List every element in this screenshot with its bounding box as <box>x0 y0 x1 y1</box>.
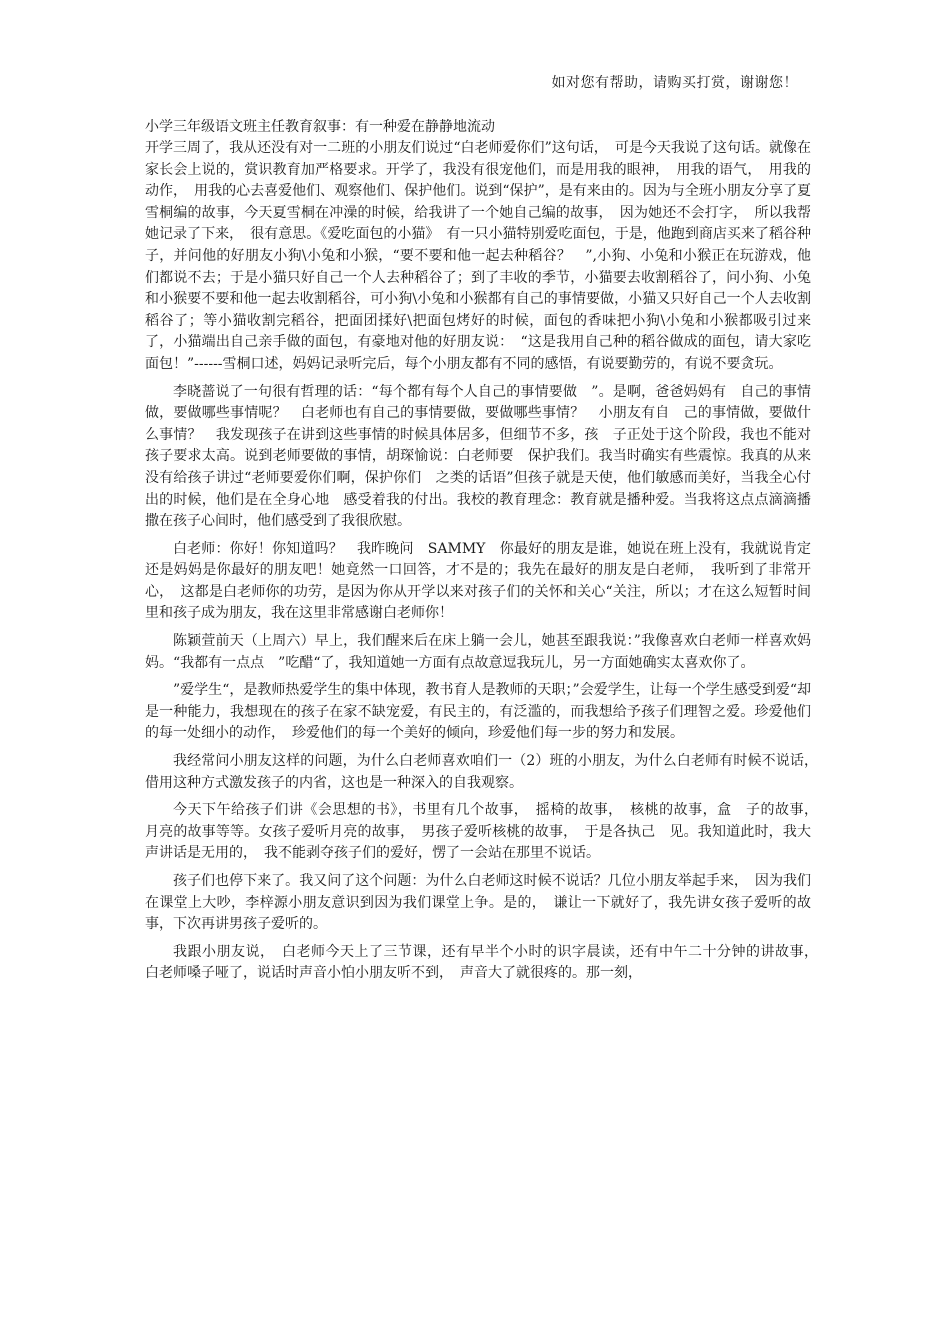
paragraph: 陈颖萱前天（上周六）早上，我们醒来后在床上躺一会儿，她甚至跟我说：”我像喜欢白老师一样喜欢妈妈。“我都有一点点 ”吃醋“了，我知道她一方面有点故意逗我玩儿，另一方面她确实太喜欢你了。 <box>145 633 811 671</box>
paragraph: ”爱学生“，是教师热爱学生的集中体现，教书育人是教师的天职；”会爱学生，让每一个学生感受到爱“却是一种能力，我想现在的孩子在家不缺宠爱，有民主的，有泛滥的，而我想给予孩子们理智之爱。珍爱他们的每一处细小的动作， 珍爱他们的每一个美好的倾向，珍爱他们每一步的努力和发展。 <box>145 682 811 742</box>
paragraph: 孩子们也停下来了。我又问了这个问题：为什么白老师这时候不说话？几位小朋友举起手来， 因为我们在课堂上大吵，李梓源小朋友意识到因为我们课堂上争。是的， 谦让一下就好了，我先讲女孩子爱听的故事，下次再讲男孩子爱听的。 <box>145 873 811 933</box>
document-title: 小学三年级语文班主任教育叙事：有一种爱在静静地流动 <box>145 119 495 135</box>
paragraph: 李晓蔷说了一句很有哲理的话：“每个都有每个人自己的事情要做 ”。是啊，爸爸妈妈有 自己的事情做，要做哪些事情呢？ 白老师也有自己的事情要做，要做哪些事情？ 小朋友有自 己的事情做，要做什么事情？ 我发现孩子在讲到这些事情的时候具体居多，但细节不多，孩 子正处于这个阶段，我也不能对孩子要求太高。说到老师要做的事情，胡琛愉说：白老师要 保护我们。我当时确实有些震惊。我真的从来没有给孩子讲过“老师要爱你们啊，保护你们 之类的话语”但孩子就是天使，他们敏感而美好，当我全心付出的时候，他们是在全身心地 感受着我的付出。我校的教育理念：教育就是播种爱。当我将这点点滴滴播撒在孩子心间时，他们感受到了我很欣慰。 <box>145 383 811 530</box>
paragraph: 我经常问小朋友这样的问题，为什么白老师喜欢咱们一（2）班的小朋友，为什么白老师有时候不说话， 借用这种方式激发孩子的内省，这也是一种深入的自我观察。 <box>145 753 825 791</box>
paragraph: 今天下午给孩子们讲《会思想的书》，书里有几个故事， 摇椅的故事， 核桃的故事，盒 子的故事， 月亮的故事等等。女孩子爱听月亮的故事， 男孩子爱听核桃的故事， 于是各执己 见。我知道此时，我大声讲话是无用的， 我不能剥夺孩子们的爱好，愣了一会站在那里不说话。 <box>145 802 825 862</box>
document-body <box>145 116 825 985</box>
paragraph: 我跟小朋友说， 白老师今天上了三节课，还有早半个小时的识字晨读，还有中午二十分钟的讲故事， 白老师嗓子哑了，说话时声音小怕小朋友听不到， 声音大了就很疼的。那一刻， <box>145 943 825 982</box>
paragraph: 开学三周了，我从还没有对一二班的小朋友们说过“白老师爱你们”这句话， 可是今天我说了这句话。就像在家长会上说的，赏识教育加严格要求。开学了，我没有很宠他们，而是用我的眼神， 用我的语气， 用我的动作， 用我的心去喜爱他们、观察他们、保护他们。说到“保护”，是有来由的。因为与全班小朋友分享了夏雪桐编的故事，今天夏雪桐在冲澡的时候，给我讲了一个她自己编的故事， 因为她还不会打字， 所以我帮她记录了下来， 很有意思。《爱吃面包的小猫》 有一只小猫特别爱吃面包，于是，他跑到商店买来了稻谷种子，并问他的好朋友小狗\小兔和小猴，“要不要和他一起去种稻谷？ ”,小狗、小兔和小猴正在玩游戏，他们都说不去；于是小猫只好自己一个人去种稻谷了；到了丰收的季节，小猫要去收割稻谷了，问小狗、小兔和小猴要不要和他一起去收割稻谷，可小狗\小兔和小猴都有自己的事情要做，小猫又只好自己一个人去收割稻谷了；等小猫收割完稻谷，把面团揉好\把面包烤好的时候，面包的香味把小狗\小兔和小猴都吸引过来了，小猫端出自己亲手做的面包，有豪地对他的好朋友说： “这是我用自己种的稻谷做成的面包，请大家吃面包！”------雪桐口述，妈妈记录听完后，每个小朋友都有不同的感悟，有说要勤劳的，有说不要贪玩。 <box>145 140 811 372</box>
header-note: 如对您有帮助，请购买打赏，谢谢您！ <box>551 75 798 91</box>
paragraph: 白老师：你好！你知道吗？ 我昨晚问 SAMMY 你最好的朋友是谁，她说在班上没有，我就说肯定还是妈妈是你最好的朋友吧！她竟然一口回答，才不是的；我先在最好的朋友是白老师， 我听到了非常开心， 这都是白老师你的功劳，是因为你从开学以来对孩子们的关怀和关心“关注，所以；才在这么短暂时间里和孩子成为朋友，我在这里非常感谢白老师你！ <box>145 540 811 622</box>
